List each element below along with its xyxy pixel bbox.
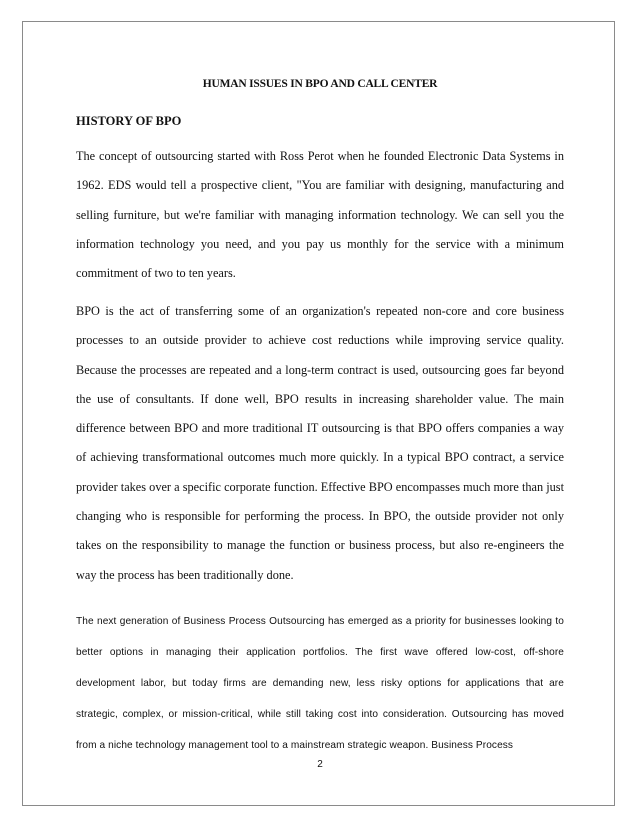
document-title: HUMAN ISSUES IN BPO AND CALL CENTER [202,78,438,90]
document-page [22,21,615,806]
paragraph-history-outsourcing: The concept of outsourcing started with Ross Perot when he founded Electronic Data Systems in 1962. EDS would tell a prospective client, "You are familiar with designing, manufacturing and selling furniture, but we're familiar with managing information technology. We can sell you the information technology you need, and you pay us monthly for the service with a minimum commitment of two to ten years. [76,149,564,281]
section-heading: HISTORY OF BPO [76,114,182,128]
paragraph-next-generation: The next generation of Business Process Outsourcing has emerged as a priority for businesses looking to better options in managing their application portfolios. The first wave offered low-cost, off-shore development labor, but today firms are demanding new, less risky options for applications that are strategic, complex, or mission-critical, while still taking cost into consideration. Outsourcing has moved from a niche technology management tool to a mainstream strategic weapon. Business Process [76,616,564,752]
paragraph-bpo-definition: BPO is the act of transferring some of an organization's repeated non-core and core business processes to an outside provider to achieve cost reductions while improving service quality. Because the processes are repeated and a long-term contract is used, outsourcing goes far beyond the use of consultants. If done well, BPO results in increasing shareholder value. The main difference between BPO and more traditional IT outsourcing is that BPO offers companies a way of achieving transformational outcomes much more quickly. In a typical BPO contract, a service provider takes over a specific corporate function. Effective BPO encompasses much more than just changing who is responsible for performing the process. In BPO, the outside provider not only takes on the responsibility to manage the function or business process, but also re-engineers the way the process has been traditionally done. [76,304,564,582]
page-number: 2 [317,759,323,770]
